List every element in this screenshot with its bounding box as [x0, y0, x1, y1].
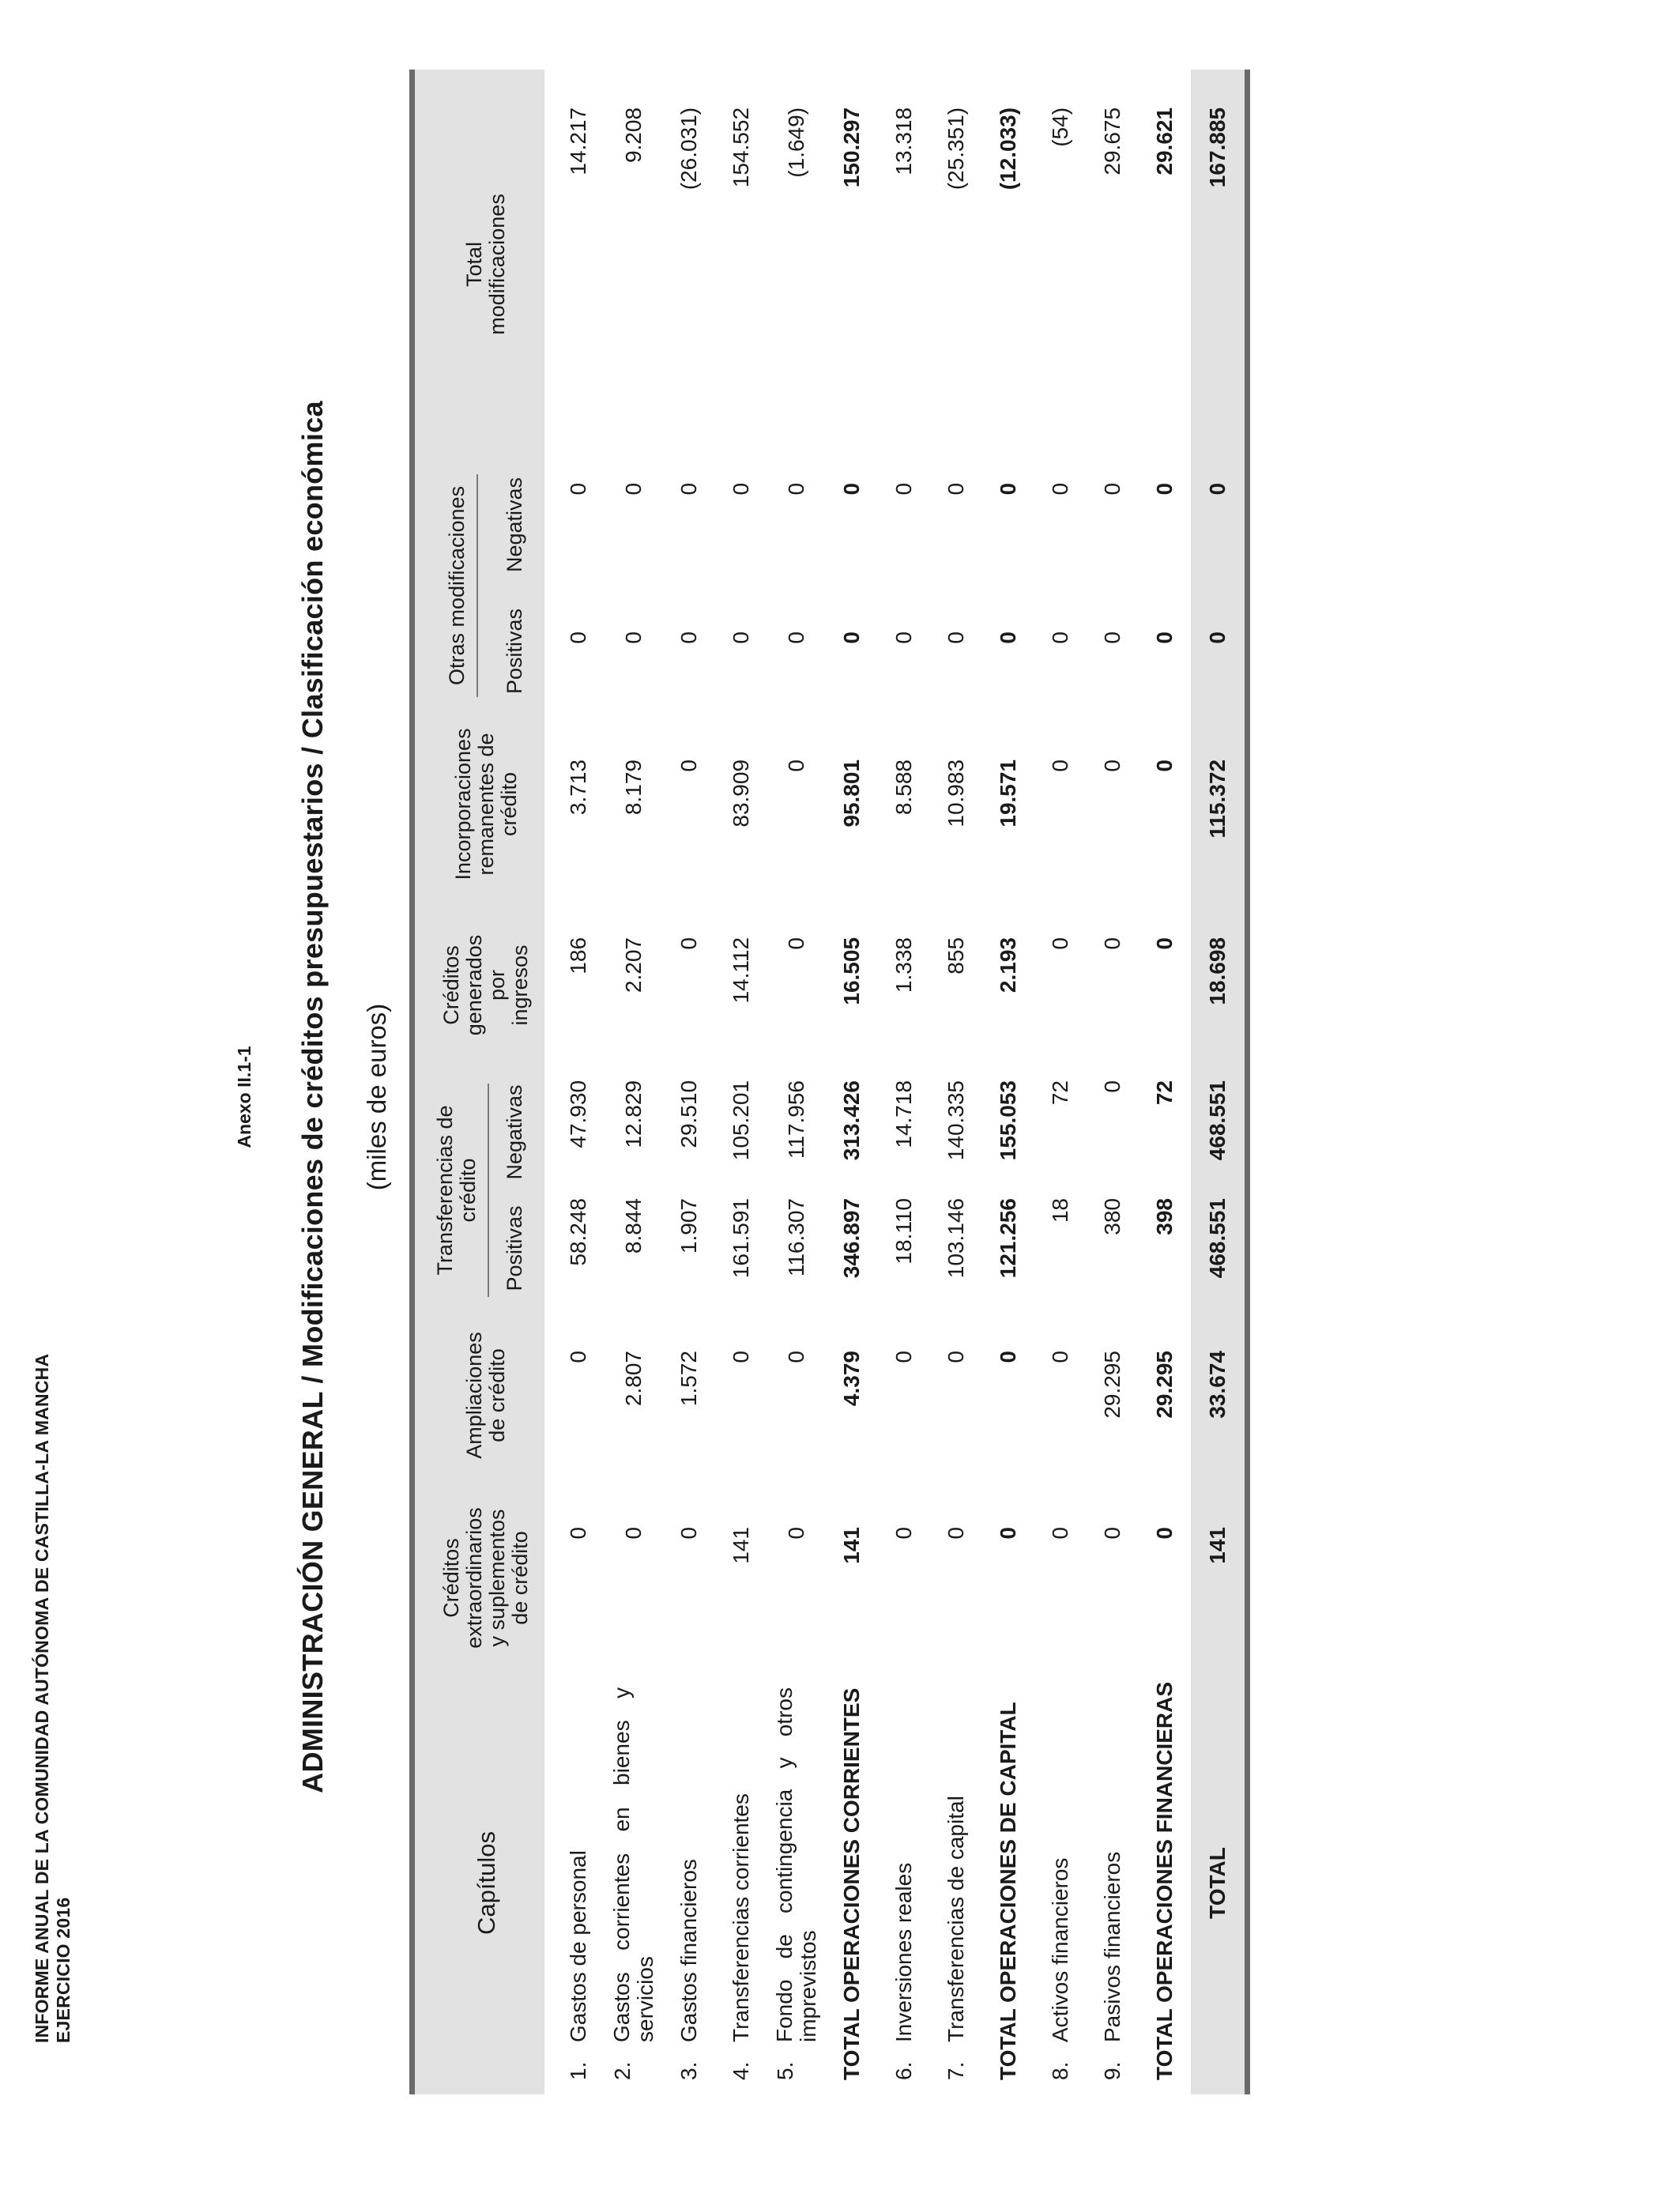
capitulo-text: Gastos financieros	[676, 1859, 701, 2042]
header-incorporaciones-line1: Incorporaciones	[450, 728, 475, 880]
value-cell: 0	[566, 482, 590, 496]
capitulo-text: Transferencias corrientes	[729, 1793, 753, 2042]
value-cell: 0	[891, 631, 916, 644]
value-cell: 0	[784, 482, 808, 496]
value-cell: (26.031)	[676, 107, 701, 190]
value-cell: 1.572	[676, 1351, 701, 1407]
value-cell: 117.956	[784, 1080, 808, 1159]
capitulo-text: Transferencias de capital	[944, 1796, 968, 2042]
capitulo-cell	[767, 1672, 826, 2094]
header-transferencias-positivas: Positivas	[495, 1190, 544, 1306]
value-cell: 380	[1100, 1198, 1124, 1235]
value-cell: 150.297	[839, 107, 864, 188]
value-cell: 398	[1152, 1198, 1177, 1235]
value-cell: 47.930	[566, 1080, 590, 1148]
header-transferencias-line2: crédito	[456, 1158, 480, 1223]
modifications-table	[409, 70, 1250, 2094]
capitulo-cell: TOTAL OPERACIONES FINANCIERAS	[1152, 1681, 1177, 2080]
capitulo-number: 2.	[610, 2061, 635, 2080]
capitulo-number: 7.	[944, 2061, 968, 2080]
value-cell: 0	[1152, 759, 1177, 772]
value-cell: 13.318	[891, 107, 916, 175]
capitulo-text: Fondo de contingencia y otros imprevistos	[772, 1687, 820, 2042]
value-cell: 0	[1152, 1527, 1177, 1540]
value-cell: 0	[996, 1527, 1020, 1540]
capitulo-label	[566, 1672, 591, 2080]
table-row	[767, 70, 826, 2094]
value-cell: 0	[621, 631, 646, 644]
value-cell: 2.807	[621, 1351, 646, 1407]
header-ampliaciones-line2: de crédito	[485, 1348, 509, 1442]
value-cell: 0	[1152, 937, 1177, 950]
header-total-modificaciones-line1: Total	[462, 241, 486, 287]
capitulo-cell	[605, 1672, 663, 2094]
value-cell: 0	[996, 1351, 1020, 1363]
value-cell: 2.207	[621, 937, 646, 993]
value-cell: 346.897	[839, 1198, 864, 1279]
value-cell: 0	[784, 631, 808, 644]
header-creditos-generados-line1: Créditos	[439, 945, 463, 1025]
report-header-line1: INFORME ANUAL DE LA COMUNIDAD AUTÓNOMA DE CASTILLA-LA MANCHA	[32, 1353, 52, 2043]
value-cell: (1.649)	[784, 107, 808, 178]
value-cell: 0	[784, 1351, 808, 1363]
value-cell: 0	[784, 759, 808, 772]
capitulo-number: 9.	[1100, 2061, 1124, 2080]
capitulo-label	[1100, 1672, 1125, 2080]
value-cell: 0	[891, 1351, 916, 1363]
capitulo-label	[610, 1672, 657, 2080]
value-cell: 8.844	[621, 1198, 646, 1254]
value-cell: 72	[1152, 1080, 1177, 1106]
table-body	[544, 70, 1248, 2094]
capitulo-cell: TOTAL OPERACIONES CORRIENTES	[839, 1687, 864, 2080]
value-cell: 0	[1048, 1527, 1072, 1540]
value-cell: 29.510	[676, 1080, 701, 1148]
value-cell: 0	[1100, 482, 1124, 496]
value-cell: 14.718	[891, 1080, 916, 1148]
value-cell: 1.907	[676, 1198, 701, 1254]
header-incorporaciones-line2: remanentes de	[473, 733, 498, 876]
capitulo-text: Activos financieros	[1048, 1857, 1072, 2042]
value-cell: 0	[1048, 759, 1072, 772]
value-cell: 0	[1048, 1351, 1072, 1363]
value-cell: 29.675	[1100, 107, 1124, 175]
report-header-line2: EJERCICIO 2016	[53, 1897, 73, 2043]
value-cell: 9.208	[621, 107, 646, 164]
value-cell: 2.193	[996, 937, 1020, 993]
page-title: ADMINISTRACIÓN GENERAL / Modificaciones de créditos presupuestarios / Clasificación económica	[296, 401, 329, 1793]
header-transferencias-negativas: Negativas	[495, 1074, 544, 1190]
subtotal-row	[982, 70, 1034, 2094]
value-cell: 10.983	[944, 759, 968, 827]
value-cell: 0	[1100, 1080, 1124, 1093]
value-cell: 8.179	[621, 759, 646, 816]
header-transferencias-line1: Transferencias de	[433, 1105, 457, 1276]
value-cell: 103.146	[944, 1198, 968, 1279]
capitulo-text: Gastos de personal	[566, 1850, 590, 2042]
header-ampliaciones-line1: Ampliaciones	[462, 1332, 486, 1459]
value-cell: 0	[891, 1527, 916, 1540]
value-cell: 105.201	[729, 1080, 753, 1161]
header-otras-modificaciones-label: Otras modificaciones	[446, 474, 478, 697]
value-cell: 0	[676, 937, 701, 950]
value-cell: 0	[621, 1527, 646, 1540]
value-cell: 0	[566, 631, 590, 644]
value-cell: 0	[729, 482, 753, 496]
value-cell: 0	[1048, 482, 1072, 496]
capitulo-cell	[663, 1672, 715, 2094]
value-cell: 83.909	[729, 759, 753, 827]
capitulo-label	[729, 1672, 754, 2080]
value-cell: 0	[676, 482, 701, 496]
table-row	[878, 70, 930, 2094]
value-cell: 0	[1191, 590, 1248, 712]
value-cell: 141	[1191, 1484, 1248, 1672]
value-cell: (12.033)	[996, 107, 1020, 190]
value-cell: 0	[839, 482, 864, 496]
table-row	[1034, 70, 1087, 2094]
header-otras-negativas: Negativas	[495, 459, 544, 590]
header-total-modificaciones	[412, 70, 545, 459]
value-cell: 0	[1100, 1527, 1124, 1540]
header-otras-positivas: Positivas	[495, 590, 544, 712]
value-cell: 16.505	[839, 937, 864, 1005]
value-cell: (54)	[1048, 107, 1072, 147]
value-cell: 95.801	[839, 759, 864, 827]
grand-total-row	[1191, 70, 1248, 2094]
table-row	[605, 70, 663, 2094]
capitulo-cell	[930, 1672, 982, 2094]
capitulo-label	[944, 1672, 969, 2080]
value-cell: 1.338	[891, 937, 916, 993]
value-cell: 186	[566, 937, 590, 974]
value-cell: 0	[1191, 459, 1248, 590]
value-cell: 141	[729, 1527, 753, 1564]
table-row	[715, 70, 767, 2094]
table-row	[663, 70, 715, 2094]
value-cell: 58.248	[566, 1198, 590, 1266]
value-cell: 0	[729, 631, 753, 644]
header-creditos-generados-line4: ingresos	[508, 944, 532, 1026]
value-cell: 0	[1100, 759, 1124, 772]
header-transferencias	[412, 1074, 496, 1306]
value-cell: 468.551	[1191, 1074, 1248, 1190]
capitulo-cell	[1034, 1672, 1087, 2094]
value-cell: 29.295	[1100, 1351, 1124, 1419]
value-cell: (25.351)	[944, 107, 968, 190]
header-creditos-generados-line3: por	[485, 969, 509, 1001]
table-row	[930, 70, 982, 2094]
value-cell: 12.829	[621, 1080, 646, 1148]
value-cell: 468.551	[1191, 1190, 1248, 1306]
value-cell: 0	[566, 1351, 590, 1363]
capitulo-text: Inversiones reales	[891, 1862, 916, 2042]
header-capitulos: Capítulos	[412, 1672, 545, 2094]
value-cell: 0	[996, 631, 1020, 644]
header-ampliaciones	[412, 1306, 545, 1484]
capitulo-number: 1.	[566, 2061, 590, 2080]
annex-title: Anexo II.1-1	[234, 1046, 254, 1148]
value-cell: 0	[1152, 482, 1177, 496]
value-cell: 116.307	[784, 1198, 808, 1277]
capitulo-number: 8.	[1048, 2061, 1072, 2080]
header-creditos-generados	[412, 896, 545, 1074]
value-cell: 0	[676, 1527, 701, 1540]
value-cell: 313.426	[839, 1080, 864, 1161]
value-cell: 0	[566, 1527, 590, 1540]
capitulo-cell: TOTAL	[1191, 1672, 1248, 2094]
value-cell: 14.112	[729, 937, 753, 1004]
header-creditos-extraordinarios-line2: extraordinarios	[462, 1507, 486, 1649]
value-cell: 0	[621, 482, 646, 496]
value-cell: 18	[1048, 1198, 1072, 1223]
value-cell: 14.217	[566, 107, 590, 175]
header-creditos-extraordinarios	[412, 1484, 545, 1672]
value-cell: 167.885	[1191, 70, 1248, 459]
capitulo-cell	[715, 1672, 767, 2094]
value-cell: 18.698	[1191, 896, 1248, 1074]
capitulo-number: 3.	[676, 2061, 701, 2080]
value-cell: 8.588	[891, 759, 916, 816]
units-label: (miles de euros)	[362, 1003, 391, 1191]
capitulo-label	[676, 1672, 702, 2080]
table-row	[544, 70, 605, 2094]
header-creditos-extraordinarios-line3: y suplementos	[485, 1509, 509, 1647]
value-cell: 140.335	[944, 1080, 968, 1161]
capitulo-number: 6.	[891, 2061, 916, 2080]
value-cell: 29.621	[1152, 107, 1177, 175]
value-cell: 3.713	[566, 759, 590, 816]
report-header	[32, 1354, 74, 2043]
value-cell: 29.295	[1152, 1351, 1177, 1419]
value-cell: 141	[839, 1527, 864, 1564]
capitulo-cell	[1087, 1672, 1139, 2094]
value-cell: 0	[784, 1527, 808, 1540]
table-row	[1087, 70, 1139, 2094]
value-cell: 0	[1152, 631, 1177, 644]
value-cell: 161.591	[729, 1198, 753, 1279]
value-cell: 0	[944, 1527, 968, 1540]
header-creditos-extraordinarios-line1: Créditos	[439, 1538, 463, 1618]
value-cell: 121.256	[996, 1198, 1020, 1279]
value-cell: 0	[1048, 631, 1072, 644]
value-cell: 0	[891, 482, 916, 496]
value-cell: 115.372	[1191, 712, 1248, 896]
value-cell: 72	[1048, 1080, 1072, 1106]
subtotal-row	[826, 70, 878, 2094]
capitulo-number: 5.	[773, 2061, 797, 2080]
capitulo-cell	[544, 1672, 605, 2094]
value-cell: 0	[1048, 937, 1072, 950]
capitulo-label	[891, 1672, 917, 2080]
capitulo-cell: TOTAL OPERACIONES DE CAPITAL	[996, 1702, 1020, 2080]
value-cell: 0	[784, 937, 808, 950]
header-creditos-extraordinarios-line4: de crédito	[508, 1531, 532, 1625]
capitulo-label	[773, 1672, 820, 2080]
header-incorporaciones	[412, 712, 545, 896]
value-cell: 0	[944, 631, 968, 644]
value-cell: 0	[676, 759, 701, 772]
header-otras-modificaciones	[412, 459, 496, 712]
capitulo-cell	[878, 1672, 930, 2094]
value-cell: 154.552	[729, 107, 753, 188]
header-creditos-generados-line2: generados	[462, 934, 486, 1036]
value-cell: 19.571	[996, 759, 1020, 827]
header-transferencias-label	[434, 1084, 489, 1297]
value-cell: 18.110	[891, 1198, 916, 1265]
value-cell: 0	[1100, 631, 1124, 644]
value-cell: 0	[729, 1351, 753, 1363]
value-cell: 33.674	[1191, 1306, 1248, 1484]
value-cell: 0	[676, 631, 701, 644]
header-total-modificaciones-line2: modificaciones	[485, 194, 509, 335]
capitulo-label	[1048, 1672, 1073, 2080]
value-cell: 155.053	[996, 1080, 1020, 1161]
capitulo-number: 4.	[729, 2061, 753, 2080]
value-cell: 0	[944, 1351, 968, 1363]
capitulo-text: Gastos corrientes en bienes y servicios	[609, 1687, 657, 2042]
capitulo-text: Pasivos financieros	[1100, 1851, 1124, 2042]
value-cell: 855	[944, 937, 968, 974]
value-cell: 0	[1100, 937, 1124, 950]
value-cell: 0	[839, 631, 864, 644]
header-incorporaciones-line3: crédito	[496, 771, 521, 837]
value-cell: 0	[996, 482, 1020, 496]
subtotal-row	[1139, 70, 1191, 2094]
value-cell: 4.379	[839, 1351, 864, 1407]
value-cell: 0	[944, 482, 968, 496]
